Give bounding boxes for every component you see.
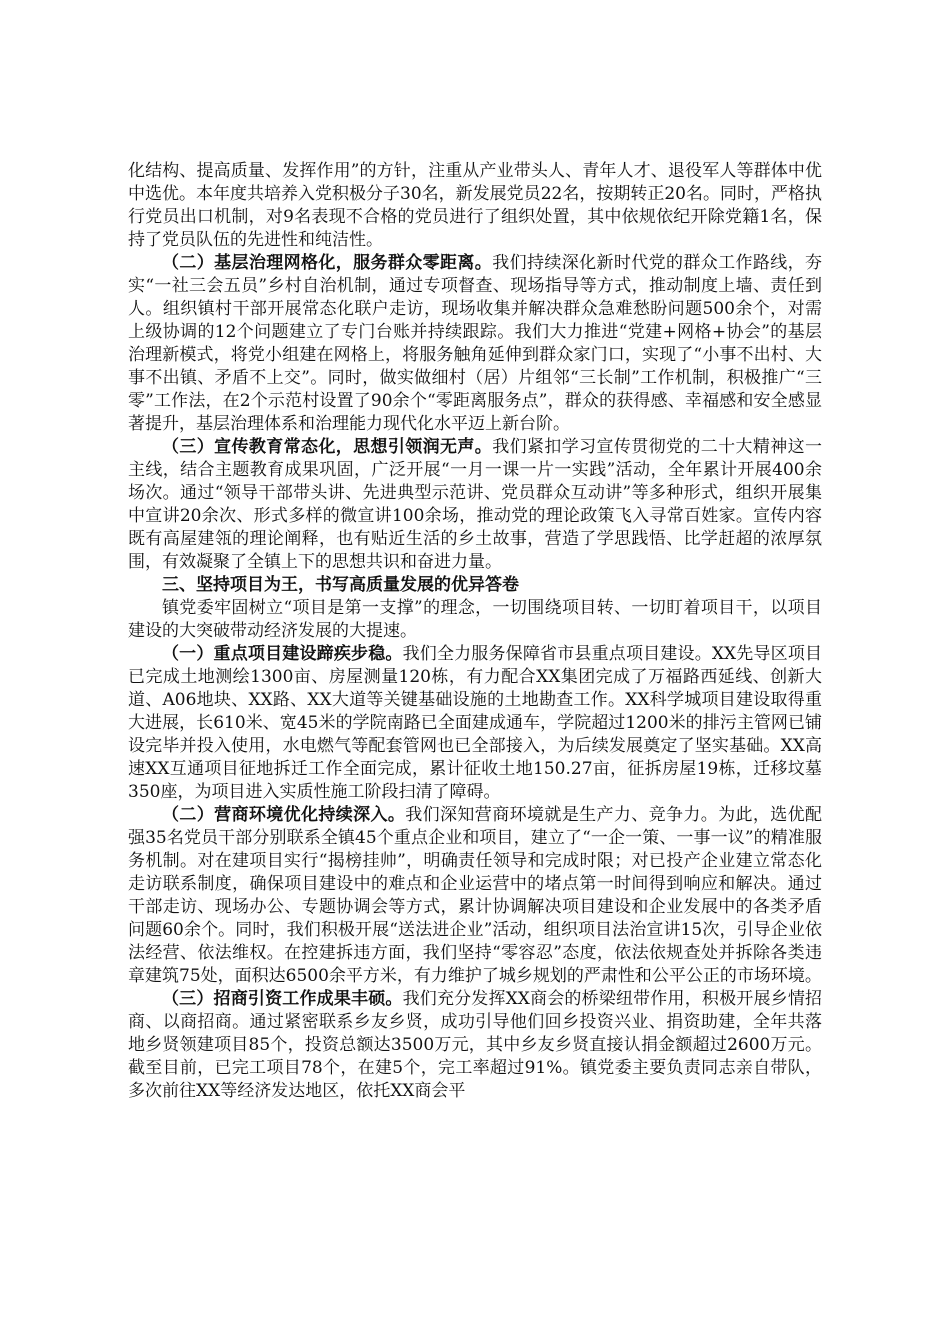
paragraph-heading: （一）重点项目建设蹄疾步稳。 — [162, 644, 403, 664]
paragraph-6 — [128, 804, 822, 988]
paragraph-2 — [128, 252, 822, 436]
paragraph-text: 我们全力服务保障省市县重点项目建设。XX先导区项目已完成土地测绘1300亩、房屋测量120栋，有力配合XX集团完成了万福路西延线、创新大道、A06地块、XX路、XX大道等关键基础设施的土地勘查工作。XX科学城项目建设取得重大进展，长610米、宽45米的学院南路已全面建成通车，学院超过1200米的排污主管网已铺设完毕并投入使用，水电燃气等配套管网也已全部接入，为后续发展奠定了坚实基础。XX高速XX互通项目征地拆迁工作全面完成，累计征收土地150.27亩，征拆房屋19栋，迁移坟墓350座，为项目进入实质性施工阶段扫清了障碍。 — [128, 644, 822, 802]
document-body — [128, 160, 822, 1103]
paragraph-7 — [128, 988, 822, 1103]
paragraph-text: 镇党委牢固树立“项目是第一支撑”的理念，一切围绕项目转、一切盯着项目干，以项目建设的大突破带动经济发展的大提速。 — [128, 598, 822, 641]
paragraph-text: 化结构、提高质量、发挥作用”的方针，注重从产业带头人、青年人才、退役军人等群体中优中选优。本年度共培养入党积极分子30名，新发展党员22名，按期转正20名。同时，严格执行党员出口机制，对9名表现不合格的党员进行了组织处置，其中依规依纪开除党籍1名，保持了党员队伍的先进性和纯洁性。 — [128, 161, 822, 250]
section-heading-text: 三、坚持项目为王，书写高质量发展的优异答卷 — [162, 575, 519, 595]
paragraph-text: 我们充分发挥XX商会的桥梁纽带作用，积极开展乡情招商、以商招商。通过紧密联系乡友乡贤，成功引导他们回乡投资兴业、捐资助建，全年共落地乡贤领建项目85个，投资总额达3500万元，其中乡友乡贤直接认捐金额超过2600万元。截至目前，已完工项目78个，在建5个，完工率超过91%。镇党委主要负责同志亲自带队，多次前往XX等经济发达地区，依托XX商会平 — [128, 989, 822, 1101]
paragraph-text: 我们深知营商环境就是生产力、竞争力。为此，选优配强35名党员干部分别联系全镇45个重点企业和项目，建立了“一企一策、一事一议”的精准服务机制。对在建项目实行“揭榜挂帅”，明确责任领导和完成时限；对已投产企业建立常态化走访联系制度，确保项目建设中的难点和企业运营中的堵点第一时间得到响应和解决。通过干部走访、现场办公、专题协调会等方式，累计协调解决项目建设和企业发展中的各类矛盾问题60余个。同时，我们积极开展“送法进企业”活动，组织项目法治宣讲15次，引导企业依法经营、依法维权。在控建拆违方面，我们坚持“零容忍”态度，依法依规查处并拆除各类违章建筑75处，面积达6500余平方米，有力维护了城乡规划的严肃性和公平公正的市场环境。 — [128, 805, 822, 986]
paragraph-3 — [128, 436, 822, 574]
paragraph-text: 我们紧扣学习宣传贯彻党的二十大精神这一主线，结合主题教育成果巩固，广泛开展“一月一课一片一实践”活动，全年累计开展400余场次。通过“领导干部带头讲、先进典型示范讲、党员群众互动讲”等多种形式，组织开展集中宣讲20余次、形式多样的微宣讲100余场，推动党的理论政策飞入寻常百姓家。宣传内容既有高屋建瓴的理论阐释，也有贴近生活的乡土故事，营造了学思践悟、比学赶超的浓厚氛围，有效凝聚了全镇上下的思想共识和奋进力量。 — [128, 437, 823, 572]
paragraph-4 — [128, 597, 822, 643]
paragraph-1 — [128, 160, 822, 252]
paragraph-heading: （三）招商引资工作成果丰硕。 — [162, 989, 403, 1009]
paragraph-heading: （三）宣传教育常态化，思想引领润无声。 — [162, 437, 493, 457]
paragraph-5 — [128, 643, 822, 804]
section-heading — [128, 574, 822, 597]
paragraph-heading: （二）基层治理网格化，服务群众零距离。 — [162, 253, 493, 273]
paragraph-text: 我们持续深化新时代党的群众工作路线，夯实“一社三会五员”乡村自治机制，通过专项督查、现场指导等方式，推动制度上墙、责任到人。组织镇村干部开展常态化联户走访，现场收集并解决群众急难愁盼问题500余个，对需上级协调的12个问题建立了专门台账并持续跟踪。我们大力推进“党建+网格+协会”的基层治理新模式，将党小组建在网格上，将服务触角延伸到群众家门口，实现了“小事不出村、大事不出镇、矛盾不上交”。同时，做实做细村（居）片组邻“三长制”工作机制，积极推广“三零”工作法，在2个示范村设置了90余个“零距离服务点”，群众的获得感、幸福感和安全感显著提升，基层治理体系和治理能力现代化水平迈上新台阶。 — [128, 253, 823, 434]
paragraph-heading: （二）营商环境优化持续深入。 — [162, 805, 406, 825]
